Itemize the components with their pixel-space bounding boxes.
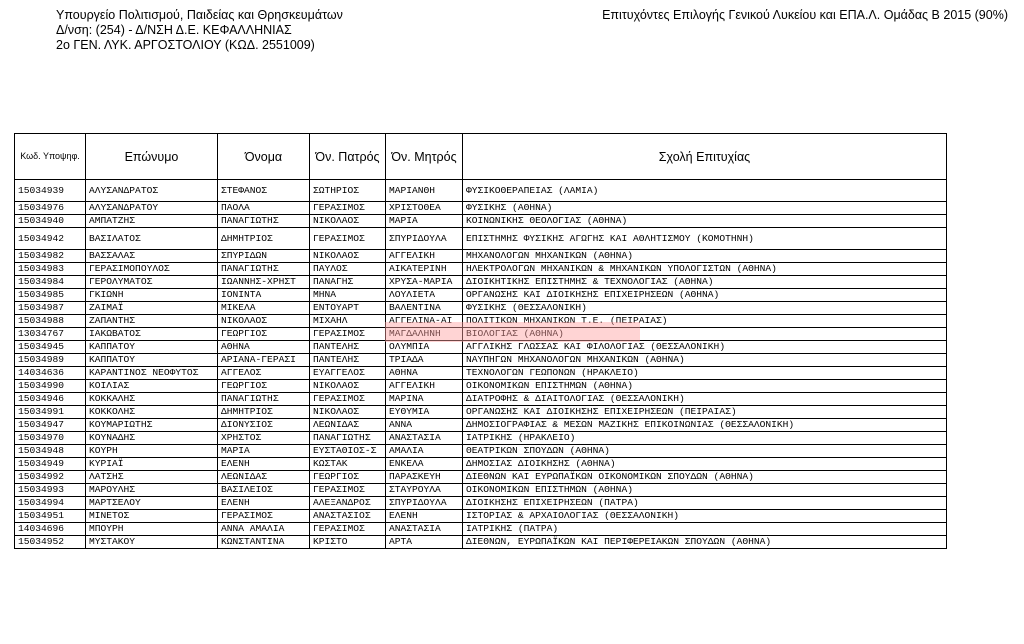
column-header-school-admitted: Σχολή Επιτυχίας xyxy=(463,134,947,180)
father-name-cell: ΠΑΝΤΕΛΗΣ xyxy=(310,354,386,367)
school-cell: ΑΓΓΛΙΚΗΣ ΓΛΩΣΣΑΣ ΚΑΙ ΦΙΛΟΛΟΓΙΑΣ (ΘΕΣΣΑΛΟΝΙΚΗ) xyxy=(463,341,947,354)
table-row xyxy=(15,180,947,202)
surname-cell: ΑΛΥΣΑΝΔΡΑΤΟΣ xyxy=(86,180,218,202)
table-row xyxy=(15,289,947,302)
school-name: 2ο ΓΕΝ. ΛΥΚ. ΑΡΓΟΣΤΟΛΙΟΥ (ΚΩΔ. 2551009) xyxy=(56,38,315,52)
candidate-code-cell: 15034990 xyxy=(15,380,86,393)
mother-name-cell: ΑΝΑΣΤΑΣΙΑ xyxy=(386,523,463,536)
school-cell: ΔΙΟΙΚΗΣΗΣ ΕΠΙΧΕΙΡΗΣΕΩΝ (ΠΑΤΡΑ) xyxy=(463,497,947,510)
first-name-cell: ΜΙΚΕΛΑ xyxy=(218,302,310,315)
table-header-row xyxy=(15,134,947,180)
school-cell: ΟΡΓΑΝΩΣΗΣ ΚΑΙ ΔΙΟΙΚΗΣΗΣ ΕΠΙΧΕΙΡΗΣΕΩΝ (ΑΘΗΝΑ) xyxy=(463,289,947,302)
first-name-cell: ΔΗΜΗΤΡΙΟΣ xyxy=(218,228,310,250)
candidate-code-cell: 15034942 xyxy=(15,228,86,250)
father-name-cell: ΓΕΡΑΣΙΜΟΣ xyxy=(310,484,386,497)
surname-cell: ΑΜΠΑΤΖΗΣ xyxy=(86,215,218,228)
candidate-code-cell: 15034945 xyxy=(15,341,86,354)
candidate-code-cell: 15034949 xyxy=(15,458,86,471)
mother-name-cell: ΣΠΥΡΙΔΟΥΛΑ xyxy=(386,228,463,250)
school-cell: ΝΑΥΠΗΓΩΝ ΜΗΧΑΝΟΛΟΓΩΝ ΜΗΧΑΝΙΚΩΝ (ΑΘΗΝΑ) xyxy=(463,354,947,367)
directorate-name: Δ/νση: (254) - Δ/ΝΣΗ Δ.Ε. ΚΕΦΑΛΛΗΝΙΑΣ xyxy=(56,23,292,37)
surname-cell: ΚΟΥΜΑΡΙΩΤΗΣ xyxy=(86,419,218,432)
table-row xyxy=(15,497,947,510)
table-row xyxy=(15,302,947,315)
candidate-code-cell: 14034696 xyxy=(15,523,86,536)
father-name-cell: ΓΕΡΑΣΙΜΟΣ xyxy=(310,523,386,536)
mother-name-cell: ΧΡΥΣΑ-ΜΑΡΙΑ xyxy=(386,276,463,289)
table-row xyxy=(15,471,947,484)
surname-cell: ΛΑΤΣΗΣ xyxy=(86,471,218,484)
table-row xyxy=(15,215,947,228)
father-name-cell: ΓΕΡΑΣΙΜΟΣ xyxy=(310,202,386,215)
surname-cell: ΜΥΣΤΑΚΟΥ xyxy=(86,536,218,549)
school-cell: ΟΙΚΟΝΟΜΙΚΩΝ ΕΠΙΣΤΗΜΩΝ (ΑΘΗΝΑ) xyxy=(463,484,947,497)
father-name-cell: ΠΑΝΤΕΛΗΣ xyxy=(310,341,386,354)
candidate-code-cell: 15034987 xyxy=(15,302,86,315)
school-cell: ΙΣΤΟΡΙΑΣ & ΑΡΧΑΙΟΛΟΓΙΑΣ (ΘΕΣΣΑΛΟΝΙΚΗ) xyxy=(463,510,947,523)
document-title: Επιτυχόντες Επιλογής Γενικού Λυκείου και ΕΠΑ.Λ. Ομάδας Β 2015 (90%) xyxy=(602,8,1008,22)
mother-name-cell: ΑΘΗΝΑ xyxy=(386,367,463,380)
father-name-cell: ΚΡΙΣΤΟ xyxy=(310,536,386,549)
first-name-cell: ΙΩΑΝΝΗΣ-ΧΡΗΣΤ xyxy=(218,276,310,289)
school-cell: ΔΗΜΟΣΙΑΣ ΔΙΟΙΚΗΣΗΣ (ΑΘΗΝΑ) xyxy=(463,458,947,471)
candidate-code-cell: 15034988 xyxy=(15,315,86,328)
mother-name-cell: ΠΑΡΑΣΚΕΥΗ xyxy=(386,471,463,484)
father-name-cell: ΑΝΑΣΤΑΣΙΟΣ xyxy=(310,510,386,523)
mother-name-cell: ΧΡΙΣΤΟΘΕΑ xyxy=(386,202,463,215)
mother-name-cell: ΜΑΓΔΑΛΗΝΗ xyxy=(386,328,463,341)
surname-cell: ΚΥΡΙΑΪ xyxy=(86,458,218,471)
first-name-cell: ΕΛΕΝΗ xyxy=(218,497,310,510)
candidate-code-cell: 15034989 xyxy=(15,354,86,367)
first-name-cell: ΓΕΩΡΓΙΟΣ xyxy=(218,380,310,393)
mother-name-cell: ΑΓΓΕΛΙΚΗ xyxy=(386,250,463,263)
table-row xyxy=(15,393,947,406)
table-row xyxy=(15,367,947,380)
table-row xyxy=(15,315,947,328)
school-cell: ΕΠΙΣΤΗΜΗΣ ΦΥΣΙΚΗΣ ΑΓΩΓΗΣ ΚΑΙ ΑΘΛΗΤΙΣΜΟΥ (ΚΟΜΟΤΗΝΗ) xyxy=(463,228,947,250)
mother-name-cell: ΑΜΑΛΙΑ xyxy=(386,445,463,458)
surname-cell: ΙΑΚΩΒΑΤΟΣ xyxy=(86,328,218,341)
school-cell: ΦΥΣΙΚΟΘΕΡΑΠΕΙΑΣ (ΛΑΜΙΑ) xyxy=(463,180,947,202)
mother-name-cell: ΣΤΑΥΡΟΥΛΑ xyxy=(386,484,463,497)
surname-cell: ΚΑΠΠΑΤΟΥ xyxy=(86,354,218,367)
school-cell: ΦΥΣΙΚΗΣ (ΑΘΗΝΑ) xyxy=(463,202,947,215)
school-cell: ΔΗΜΟΣΙΟΓΡΑΦΙΑΣ & ΜΕΣΩΝ ΜΑΖΙΚΗΣ ΕΠΙΚΟΙΝΩΝΙΑΣ (ΘΕΣΣΑΛΟΝΙΚΗ) xyxy=(463,419,947,432)
first-name-cell: ΔΙΟΝΥΣΙΟΣ xyxy=(218,419,310,432)
candidate-code-cell: 15034970 xyxy=(15,432,86,445)
table-row xyxy=(15,250,947,263)
table-row xyxy=(15,328,947,341)
candidate-code-cell: 15034994 xyxy=(15,497,86,510)
father-name-cell: ΜΗΝΑ xyxy=(310,289,386,302)
table-row xyxy=(15,354,947,367)
table-row xyxy=(15,419,947,432)
mother-name-cell: ΑΓΓΕΛΙΝΑ-ΑΙ xyxy=(386,315,463,328)
school-cell: ΘΕΑΤΡΙΚΩΝ ΣΠΟΥΔΩΝ (ΑΘΗΝΑ) xyxy=(463,445,947,458)
surname-cell: ΖΑΠΑΝΤΗΣ xyxy=(86,315,218,328)
surname-cell: ΖΑΙΜΑΪ xyxy=(86,302,218,315)
father-name-cell: ΓΕΡΑΣΙΜΟΣ xyxy=(310,228,386,250)
table-body xyxy=(15,180,947,549)
first-name-cell: ΕΛΕΝΗ xyxy=(218,458,310,471)
surname-cell: ΚΟΚΚΟΛΗΣ xyxy=(86,406,218,419)
mother-name-cell: ΕΛΕΝΗ xyxy=(386,510,463,523)
mother-name-cell: ΜΑΡΙΝΑ xyxy=(386,393,463,406)
mother-name-cell: ΑΝΑΣΤΑΣΙΑ xyxy=(386,432,463,445)
candidate-code-cell: 15034983 xyxy=(15,263,86,276)
table-row xyxy=(15,202,947,215)
candidate-code-cell: 15034993 xyxy=(15,484,86,497)
surname-cell: ΓΕΡΟΛΥΜΑΤΟΣ xyxy=(86,276,218,289)
father-name-cell: ΕΝΤΟΥΑΡΤ xyxy=(310,302,386,315)
table-row xyxy=(15,458,947,471)
candidate-code-cell: 15034947 xyxy=(15,419,86,432)
first-name-cell: ΙΟΝΙΝΤΑ xyxy=(218,289,310,302)
school-cell: ΒΙΟΛΟΓΙΑΣ (ΑΘΗΝΑ) xyxy=(463,328,947,341)
first-name-cell: ΚΩΝΣΤΑΝΤΙΝΑ xyxy=(218,536,310,549)
father-name-cell: ΣΩΤΗΡΙΟΣ xyxy=(310,180,386,202)
table-row xyxy=(15,263,947,276)
first-name-cell: ΠΑΝΑΓΙΩΤΗΣ xyxy=(218,215,310,228)
school-cell: ΔΙΑΤΡΟΦΗΣ & ΔΙΑΙΤΟΛΟΓΙΑΣ (ΘΕΣΣΑΛΟΝΙΚΗ) xyxy=(463,393,947,406)
document-header-left xyxy=(56,8,343,53)
mother-name-cell: ΤΡΙΑΔΑ xyxy=(386,354,463,367)
surname-cell: ΓΚΙΩΝΗ xyxy=(86,289,218,302)
column-header-father-name: Όν. Πατρός xyxy=(310,134,386,180)
candidate-code-cell: 15034940 xyxy=(15,215,86,228)
father-name-cell: ΕΥΣΤΑΘΙΟΣ-Σ xyxy=(310,445,386,458)
first-name-cell: ΣΤΕΦΑΝΟΣ xyxy=(218,180,310,202)
candidate-code-cell: 15034992 xyxy=(15,471,86,484)
ministry-name: Υπουργείο Πολιτισμού, Παιδείας και Θρησκευμάτων xyxy=(56,8,343,22)
surname-cell: ΑΛΥΣΑΝΔΡΑΤΟΥ xyxy=(86,202,218,215)
father-name-cell: ΝΙΚΟΛΑΟΣ xyxy=(310,380,386,393)
father-name-cell: ΜΙΧΑΗΛ xyxy=(310,315,386,328)
mother-name-cell: ΜΑΡΙΑ xyxy=(386,215,463,228)
school-cell: ΙΑΤΡΙΚΗΣ (ΗΡΑΚΛΕΙΟ) xyxy=(463,432,947,445)
first-name-cell: ΧΡΗΣΤΟΣ xyxy=(218,432,310,445)
column-header-candidate-code: Κωδ. Υποψηφ. xyxy=(15,134,86,180)
candidate-code-cell: 15034951 xyxy=(15,510,86,523)
first-name-cell: ΓΕΡΑΣΙΜΟΣ xyxy=(218,510,310,523)
mother-name-cell: ΜΑΡΙΑΝΘΗ xyxy=(386,180,463,202)
candidate-code-cell: 14034636 xyxy=(15,367,86,380)
mother-name-cell: ΕΝΚΕΛΑ xyxy=(386,458,463,471)
school-cell: ΔΙΕΘΝΩΝ, ΕΥΡΩΠΑΪΚΩΝ ΚΑΙ ΠΕΡΙΦΕΡΕΙΑΚΩΝ ΣΠΟΥΔΩΝ (ΑΘΗΝΑ) xyxy=(463,536,947,549)
first-name-cell: ΒΑΣΙΛΕΙΟΣ xyxy=(218,484,310,497)
surname-cell: ΜΑΡΟΥΛΗΣ xyxy=(86,484,218,497)
father-name-cell: ΝΙΚΟΛΑΟΣ xyxy=(310,250,386,263)
column-header-first-name: Όνομα xyxy=(218,134,310,180)
father-name-cell: ΛΕΩΝΙΔΑΣ xyxy=(310,419,386,432)
father-name-cell: ΠΑΥΛΟΣ xyxy=(310,263,386,276)
surname-cell: ΚΟΙΛΙΑΣ xyxy=(86,380,218,393)
candidate-code-cell: 15034982 xyxy=(15,250,86,263)
table-row xyxy=(15,445,947,458)
surname-cell: ΓΕΡΑΣΙΜΟΠΟΥΛΟΣ xyxy=(86,263,218,276)
mother-name-cell: ΒΑΛΕΝΤΙΝΑ xyxy=(386,302,463,315)
candidate-code-cell: 15034939 xyxy=(15,180,86,202)
mother-name-cell: ΕΥΘΥΜΙΑ xyxy=(386,406,463,419)
school-cell: ΜΗΧΑΝΟΛΟΓΩΝ ΜΗΧΑΝΙΚΩΝ (ΑΘΗΝΑ) xyxy=(463,250,947,263)
first-name-cell: ΔΗΜΗΤΡΙΟΣ xyxy=(218,406,310,419)
first-name-cell: ΝΙΚΟΛΑΟΣ xyxy=(218,315,310,328)
candidate-code-cell: 15034946 xyxy=(15,393,86,406)
school-cell: ΟΡΓΑΝΩΣΗΣ ΚΑΙ ΔΙΟΙΚΗΣΗΣ ΕΠΙΧΕΙΡΗΣΕΩΝ (ΠΕΙΡΑΙΑΣ) xyxy=(463,406,947,419)
table-row xyxy=(15,380,947,393)
table-row xyxy=(15,510,947,523)
surname-cell: ΜΠΟΥΡΗ xyxy=(86,523,218,536)
candidate-code-cell: 15034985 xyxy=(15,289,86,302)
father-name-cell: ΝΙΚΟΛΑΟΣ xyxy=(310,406,386,419)
school-cell: ΤΕΧΝΟΛΟΓΩΝ ΓΕΩΠΟΝΩΝ (ΗΡΑΚΛΕΙΟ) xyxy=(463,367,947,380)
school-cell: ΙΑΤΡΙΚΗΣ (ΠΑΤΡΑ) xyxy=(463,523,947,536)
father-name-cell: ΠΑΝΑΓΙΩΤΗΣ xyxy=(310,432,386,445)
mother-name-cell: ΑΡΤΑ xyxy=(386,536,463,549)
surname-cell: ΚΟΚΚΑΛΗΣ xyxy=(86,393,218,406)
candidate-code-cell: 15034991 xyxy=(15,406,86,419)
column-header-surname: Επώνυμο xyxy=(86,134,218,180)
father-name-cell: ΓΕΡΑΣΙΜΟΣ xyxy=(310,393,386,406)
surname-cell: ΚΟΥΝΑΔΗΣ xyxy=(86,432,218,445)
column-header-mother-name: Όν. Μητρός xyxy=(386,134,463,180)
results-table xyxy=(14,133,947,549)
father-name-cell: ΠΑΝΑΓΗΣ xyxy=(310,276,386,289)
surname-cell: ΒΑΣΙΛΑΤΟΣ xyxy=(86,228,218,250)
father-name-cell: ΝΙΚΟΛΑΟΣ xyxy=(310,215,386,228)
school-cell: ΟΙΚΟΝΟΜΙΚΩΝ ΕΠΙΣΤΗΜΩΝ (ΑΘΗΝΑ) xyxy=(463,380,947,393)
school-cell: ΦΥΣΙΚΗΣ (ΘΕΣΣΑΛΟΝΙΚΗ) xyxy=(463,302,947,315)
school-cell: ΗΛΕΚΤΡΟΛΟΓΩΝ ΜΗΧΑΝΙΚΩΝ & ΜΗΧΑΝΙΚΩΝ ΥΠΟΛΟΓΙΣΤΩΝ (ΑΘΗΝΑ) xyxy=(463,263,947,276)
candidate-code-cell: 13034767 xyxy=(15,328,86,341)
first-name-cell: ΠΑΝΑΓΙΩΤΗΣ xyxy=(218,393,310,406)
table-row xyxy=(15,484,947,497)
father-name-cell: ΓΕΡΑΣΙΜΟΣ xyxy=(310,328,386,341)
mother-name-cell: ΑΓΓΕΛΙΚΗ xyxy=(386,380,463,393)
candidate-code-cell: 15034984 xyxy=(15,276,86,289)
father-name-cell: ΚΩΣΤΑΚ xyxy=(310,458,386,471)
mother-name-cell: ΑΝΝΑ xyxy=(386,419,463,432)
surname-cell: ΜΑΡΤΣΕΛΟΥ xyxy=(86,497,218,510)
table-row xyxy=(15,276,947,289)
father-name-cell: ΓΕΩΡΓΙΟΣ xyxy=(310,471,386,484)
table-row xyxy=(15,432,947,445)
table-row xyxy=(15,341,947,354)
surname-cell: ΒΑΣΣΑΛΑΣ xyxy=(86,250,218,263)
first-name-cell: ΑΝΝΑ ΑΜΑΛΙΑ xyxy=(218,523,310,536)
school-cell: ΚΟΙΝΩΝΙΚΗΣ ΘΕΟΛΟΓΙΑΣ (ΑΘΗΝΑ) xyxy=(463,215,947,228)
first-name-cell: ΑΓΓΕΛΟΣ xyxy=(218,367,310,380)
first-name-cell: ΣΠΥΡΙΔΩΝ xyxy=(218,250,310,263)
father-name-cell: ΕΥΑΓΓΕΛΟΣ xyxy=(310,367,386,380)
candidate-code-cell: 15034976 xyxy=(15,202,86,215)
table-row xyxy=(15,406,947,419)
mother-name-cell: ΛΟΥΛΙΕΤΑ xyxy=(386,289,463,302)
table-row xyxy=(15,523,947,536)
mother-name-cell: ΣΠΥΡΙΔΟΥΛΑ xyxy=(386,497,463,510)
first-name-cell: ΓΕΩΡΓΙΟΣ xyxy=(218,328,310,341)
school-cell: ΔΙΟΙΚΗΤΙΚΗΣ ΕΠΙΣΤΗΜΗΣ & ΤΕΧΝΟΛΟΓΙΑΣ (ΑΘΗΝΑ) xyxy=(463,276,947,289)
table-row xyxy=(15,536,947,549)
mother-name-cell: ΟΛΥΜΠΙΑ xyxy=(386,341,463,354)
surname-cell: ΚΑΠΠΑΤΟΥ xyxy=(86,341,218,354)
school-cell: ΠΟΛΙΤΙΚΩΝ ΜΗΧΑΝΙΚΩΝ Τ.Ε. (ΠΕΙΡΑΙΑΣ) xyxy=(463,315,947,328)
first-name-cell: ΠΑΟΛΑ xyxy=(218,202,310,215)
candidate-code-cell: 15034952 xyxy=(15,536,86,549)
table-row xyxy=(15,228,947,250)
first-name-cell: ΛΕΩΝΙΔΑΣ xyxy=(218,471,310,484)
first-name-cell: ΜΑΡΙΑ xyxy=(218,445,310,458)
surname-cell: ΚΑΡΑΝΤΙΝΟΣ ΝΕΟΦΥΤΟΣ xyxy=(86,367,218,380)
first-name-cell: ΠΑΝΑΓΙΩΤΗΣ xyxy=(218,263,310,276)
first-name-cell: ΑΘΗΝΑ xyxy=(218,341,310,354)
school-cell: ΔΙΕΘΝΩΝ ΚΑΙ ΕΥΡΩΠΑΪΚΩΝ ΟΙΚΟΝΟΜΙΚΩΝ ΣΠΟΥΔΩΝ (ΑΘΗΝΑ) xyxy=(463,471,947,484)
mother-name-cell: ΑΙΚΑΤΕΡΙΝΗ xyxy=(386,263,463,276)
father-name-cell: ΑΛΕΞΑΝΔΡΟΣ xyxy=(310,497,386,510)
first-name-cell: ΑΡΙΑΝΑ-ΓΕΡΑΣΙ xyxy=(218,354,310,367)
surname-cell: ΜΙΝΕΤΟΣ xyxy=(86,510,218,523)
surname-cell: ΚΟΥΡΗ xyxy=(86,445,218,458)
candidate-code-cell: 15034948 xyxy=(15,445,86,458)
